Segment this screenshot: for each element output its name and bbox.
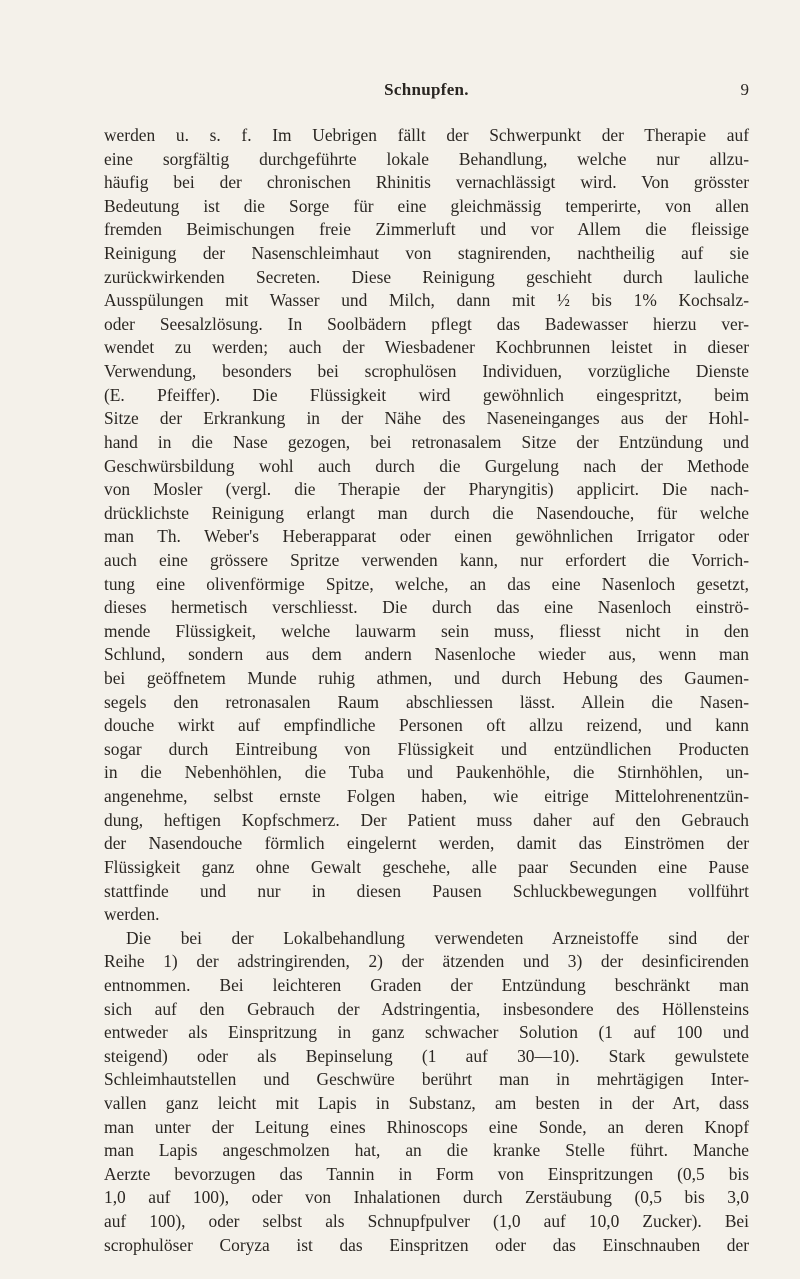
text-line: Bedeutung ist die Sorge für eine gleichmässig temperirte, von allen [104, 195, 749, 216]
text-line: angenehme, selbst ernste Folgen haben, wie eitrige Mittelohrenentzün- [104, 786, 749, 807]
text-line: sogar durch Eintreibung von Flüssigkeit und entzündlichen Producten [104, 738, 749, 759]
text-line: werden. [104, 904, 160, 925]
text-line: stattfinde und nur in diesen Pausen Schluckbewegungen vollführt [104, 880, 749, 901]
text-line: vallen ganz leicht mit Lapis in Substanz, am besten in der Art, dass [104, 1092, 749, 1113]
text-line: Verwendung, besonders bei scrophulösen Individuen, vorzügliche Dienste [104, 361, 749, 382]
text-line: wendet zu werden; auch der Wiesbadener Kochbrunnen leistet in dieser [104, 337, 749, 358]
text-line: von Mosler (vergl. die Therapie der Pharyngitis) applicirt. Die nach- [104, 479, 749, 500]
text-line: Flüssigkeit ganz ohne Gewalt geschehe, alle paar Secunden eine Pause [104, 856, 749, 877]
text-line: dieses hermetisch verschliesst. Die durch das eine Nasenloch einströ- [104, 597, 749, 618]
text-line: tung eine olivenförmige Spitze, welche, an das eine Nasenloch gesetzt, [104, 573, 749, 594]
text-line: douche wirkt auf empfindliche Personen oft allzu reizend, und kann [104, 715, 749, 736]
text-line: man Lapis angeschmolzen hat, an die kranke Stelle führt. Manche [104, 1140, 749, 1161]
text-line: der Nasendouche förmlich eingelernt werden, damit das Einströmen der [104, 833, 749, 854]
text-line: sich auf den Gebrauch der Adstringentia, insbesondere des Höllensteins [104, 998, 749, 1019]
text-line: fremden Beimischungen freie Zimmerluft und vor Allem die fleissige [104, 219, 749, 240]
text-line: drücklichste Reinigung erlangt man durch die Nasendouche, für welche [104, 502, 749, 523]
text-line: (E. Pfeiffer). Die Flüssigkeit wird gewöhnlich eingespritzt, beim [104, 384, 749, 405]
text-line: Schlund, sondern aus dem andern Nasenloche wieder aus, wenn man [104, 644, 749, 665]
text-line: Geschwürsbildung wohl auch durch die Gurgelung nach der Methode [104, 455, 749, 476]
text-line: zurückwirkenden Secreten. Diese Reinigung geschieht durch lauliche [104, 266, 749, 287]
running-title: Schnupfen. [384, 80, 469, 99]
page-number: 9 [740, 80, 749, 99]
text-line: Aerzte bevorzugen das Tannin in Form von Einspritzungen (0,5 bis [104, 1163, 749, 1184]
text-line: Reinigung der Nasenschleimhaut von stagnirenden, nachtheilig auf sie [104, 243, 749, 264]
text-line: oder Seesalzlösung. In Soolbädern pflegt das Badewasser hierzu ver- [104, 313, 749, 334]
text-line: eine sorgfältig durchgeführte lokale Behandlung, welche nur allzu- [104, 148, 749, 169]
text-line: scrophulöser Coryza ist das Einspritzen oder das Einschnauben der [104, 1234, 749, 1255]
text-line: in die Nebenhöhlen, die Tuba und Paukenhöhle, die Stirnhöhlen, un- [104, 762, 749, 783]
text-line: Schleimhautstellen und Geschwüre berührt man in mehrtägigen Inter- [104, 1069, 749, 1090]
text-line: 1,0 auf 100), oder von Inhalationen durch Zerstäubung (0,5 bis 3,0 [104, 1187, 749, 1208]
text-line: Die bei der Lokalbehandlung verwendeten Arzneistoffe sind der [126, 927, 749, 948]
text-line: hand in die Nase gezogen, bei retronasalem Sitze der Entzündung und [104, 431, 749, 452]
text-line: auf 100), oder selbst als Schnupfpulver (1,0 auf 10,0 Zucker). Bei [104, 1211, 749, 1232]
text-line: häufig bei der chronischen Rhinitis vernachlässigt wird. Von grösster [104, 172, 749, 193]
text-line: man Th. Weber's Heberapparat oder einen gewöhnlichen Irrigator oder [104, 526, 749, 547]
text-line: man unter der Leitung eines Rhinoscops eine Sonde, an deren Knopf [104, 1116, 749, 1137]
text-line: segels den retronasalen Raum abschliessen lässt. Allein die Nasen- [104, 691, 749, 712]
text-line: Ausspülungen mit Wasser und Milch, dann mit ½ bis 1% Kochsalz- [104, 290, 749, 311]
text-line: Sitze der Erkrankung in der Nähe des Naseneinganges aus der Hohl- [104, 408, 749, 429]
text-line: entweder als Einspritzung in ganz schwacher Solution (1 auf 100 und [104, 1022, 749, 1043]
text-line: entnommen. Bei leichteren Graden der Entzündung beschränkt man [104, 974, 749, 995]
text-line: dung, heftigen Kopfschmerz. Der Patient muss daher auf den Gebrauch [104, 809, 749, 830]
text-line: Reihe 1) der adstringirenden, 2) der ätzenden und 3) der desinficirenden [104, 951, 749, 972]
text-line: mende Flüssigkeit, welche lauwarm sein muss, fliesst nicht in den [104, 620, 749, 641]
text-line: werden u. s. f. Im Uebrigen fällt der Schwerpunkt der Therapie auf [104, 125, 749, 145]
running-head [104, 80, 749, 104]
text-line: steigend) oder als Bepinselung (1 auf 30—10). Stark gewulstete [104, 1045, 749, 1066]
text-line: auch eine grössere Spritze verwenden kann, nur erfordert die Vorrich- [104, 549, 749, 570]
body-text [104, 124, 749, 1257]
text-line: bei geöffnetem Munde ruhig athmen, und durch Hebung des Gaumen- [104, 668, 749, 689]
